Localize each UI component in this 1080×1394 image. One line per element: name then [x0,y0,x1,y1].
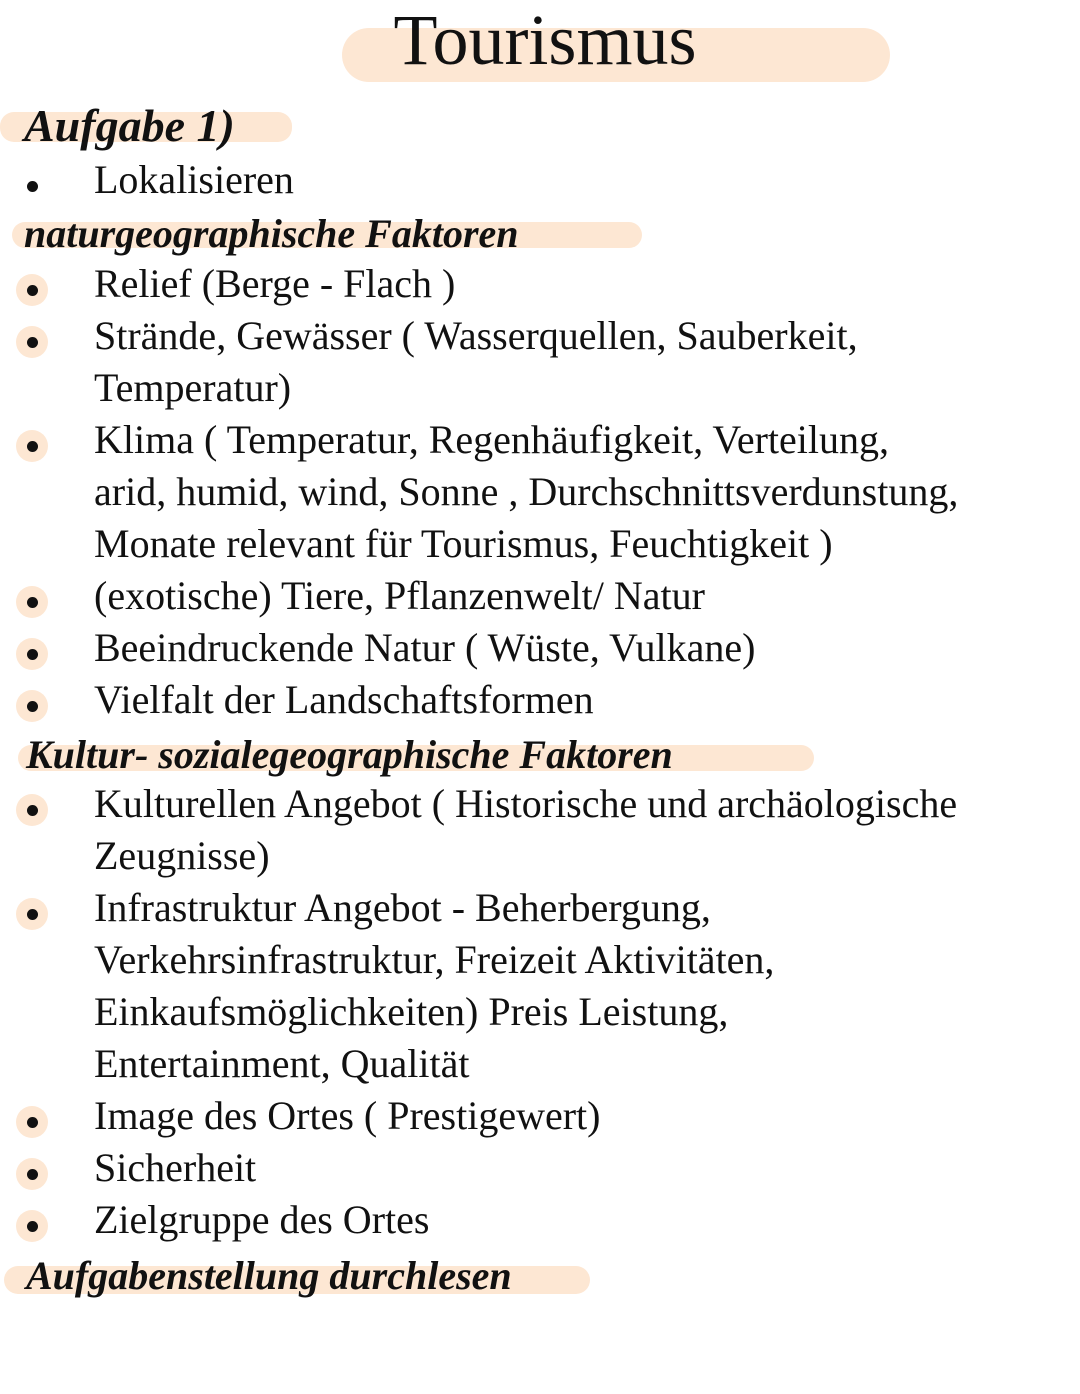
title-area [0,0,1080,90]
list-item-text: Vielfalt der Landschaftsformen [94,677,594,722]
page-title: Tourismus [393,0,697,80]
heading-text: Kultur- sozialegeographische Faktoren [26,732,673,777]
heading-naturgeographische-faktoren [24,210,519,258]
list-item-text: Strände, Gewässer ( Wasserquellen, Sauberkeit, Temperatur) [94,313,858,410]
list-item-text: Sicherheit [94,1145,257,1190]
bullet-icon [16,326,48,358]
heading-kultur-sozialegeographische-faktoren [26,731,673,779]
heading-text: Aufgabenstellung durchlesen [26,1253,512,1298]
list-item-text: Zielgruppe des Ortes [94,1197,430,1242]
bullet-icon [16,430,48,462]
bullet-icon [16,690,48,722]
bullet-icon [16,898,48,930]
list-item-text: Kulturellen Angebot ( Historische und archäologische Zeugnisse) [94,781,958,878]
bullet-icon [16,1158,48,1190]
list-item-text: (exotische) Tiere, Pflanzenwelt/ Natur [94,573,705,618]
list-item-text: Infrastruktur Angebot - Beherbergung, Verkehrsinfrastruktur, Freizeit Aktivitäten, Einkaufsmöglichkeiten) Preis Leistung, Entertainment, Qualität [94,885,775,1086]
bullet-icon [16,638,48,670]
list-item-text: Relief (Berge - Flach ) [94,261,456,306]
list-item-text: Klima ( Temperatur, Regenhäufigkeit, Verteilung, arid, humid, wind, Sonne , Durchschnittsverdunstung, Monate relevant für Tourismus, Feuchtigkeit ) [94,417,959,566]
bullet-icon [16,1210,48,1242]
list-item-text: Lokalisieren [94,157,294,202]
heading-aufgabe-1 [24,98,235,154]
heading-aufgabenstellung-durchlesen [26,1252,512,1300]
bullet-icon [16,586,48,618]
heading-text: naturgeographische Faktoren [24,211,519,256]
bullet-icon [16,1106,48,1138]
bullet-icon [16,274,48,306]
list-item-text: Image des Ortes ( Prestigewert) [94,1093,601,1138]
list-item-text: Beeindruckende Natur ( Wüste, Vulkane) [94,625,756,670]
bullet-icon [16,170,48,202]
heading-text: Aufgabe 1) [24,100,235,151]
bullet-icon [16,794,48,826]
